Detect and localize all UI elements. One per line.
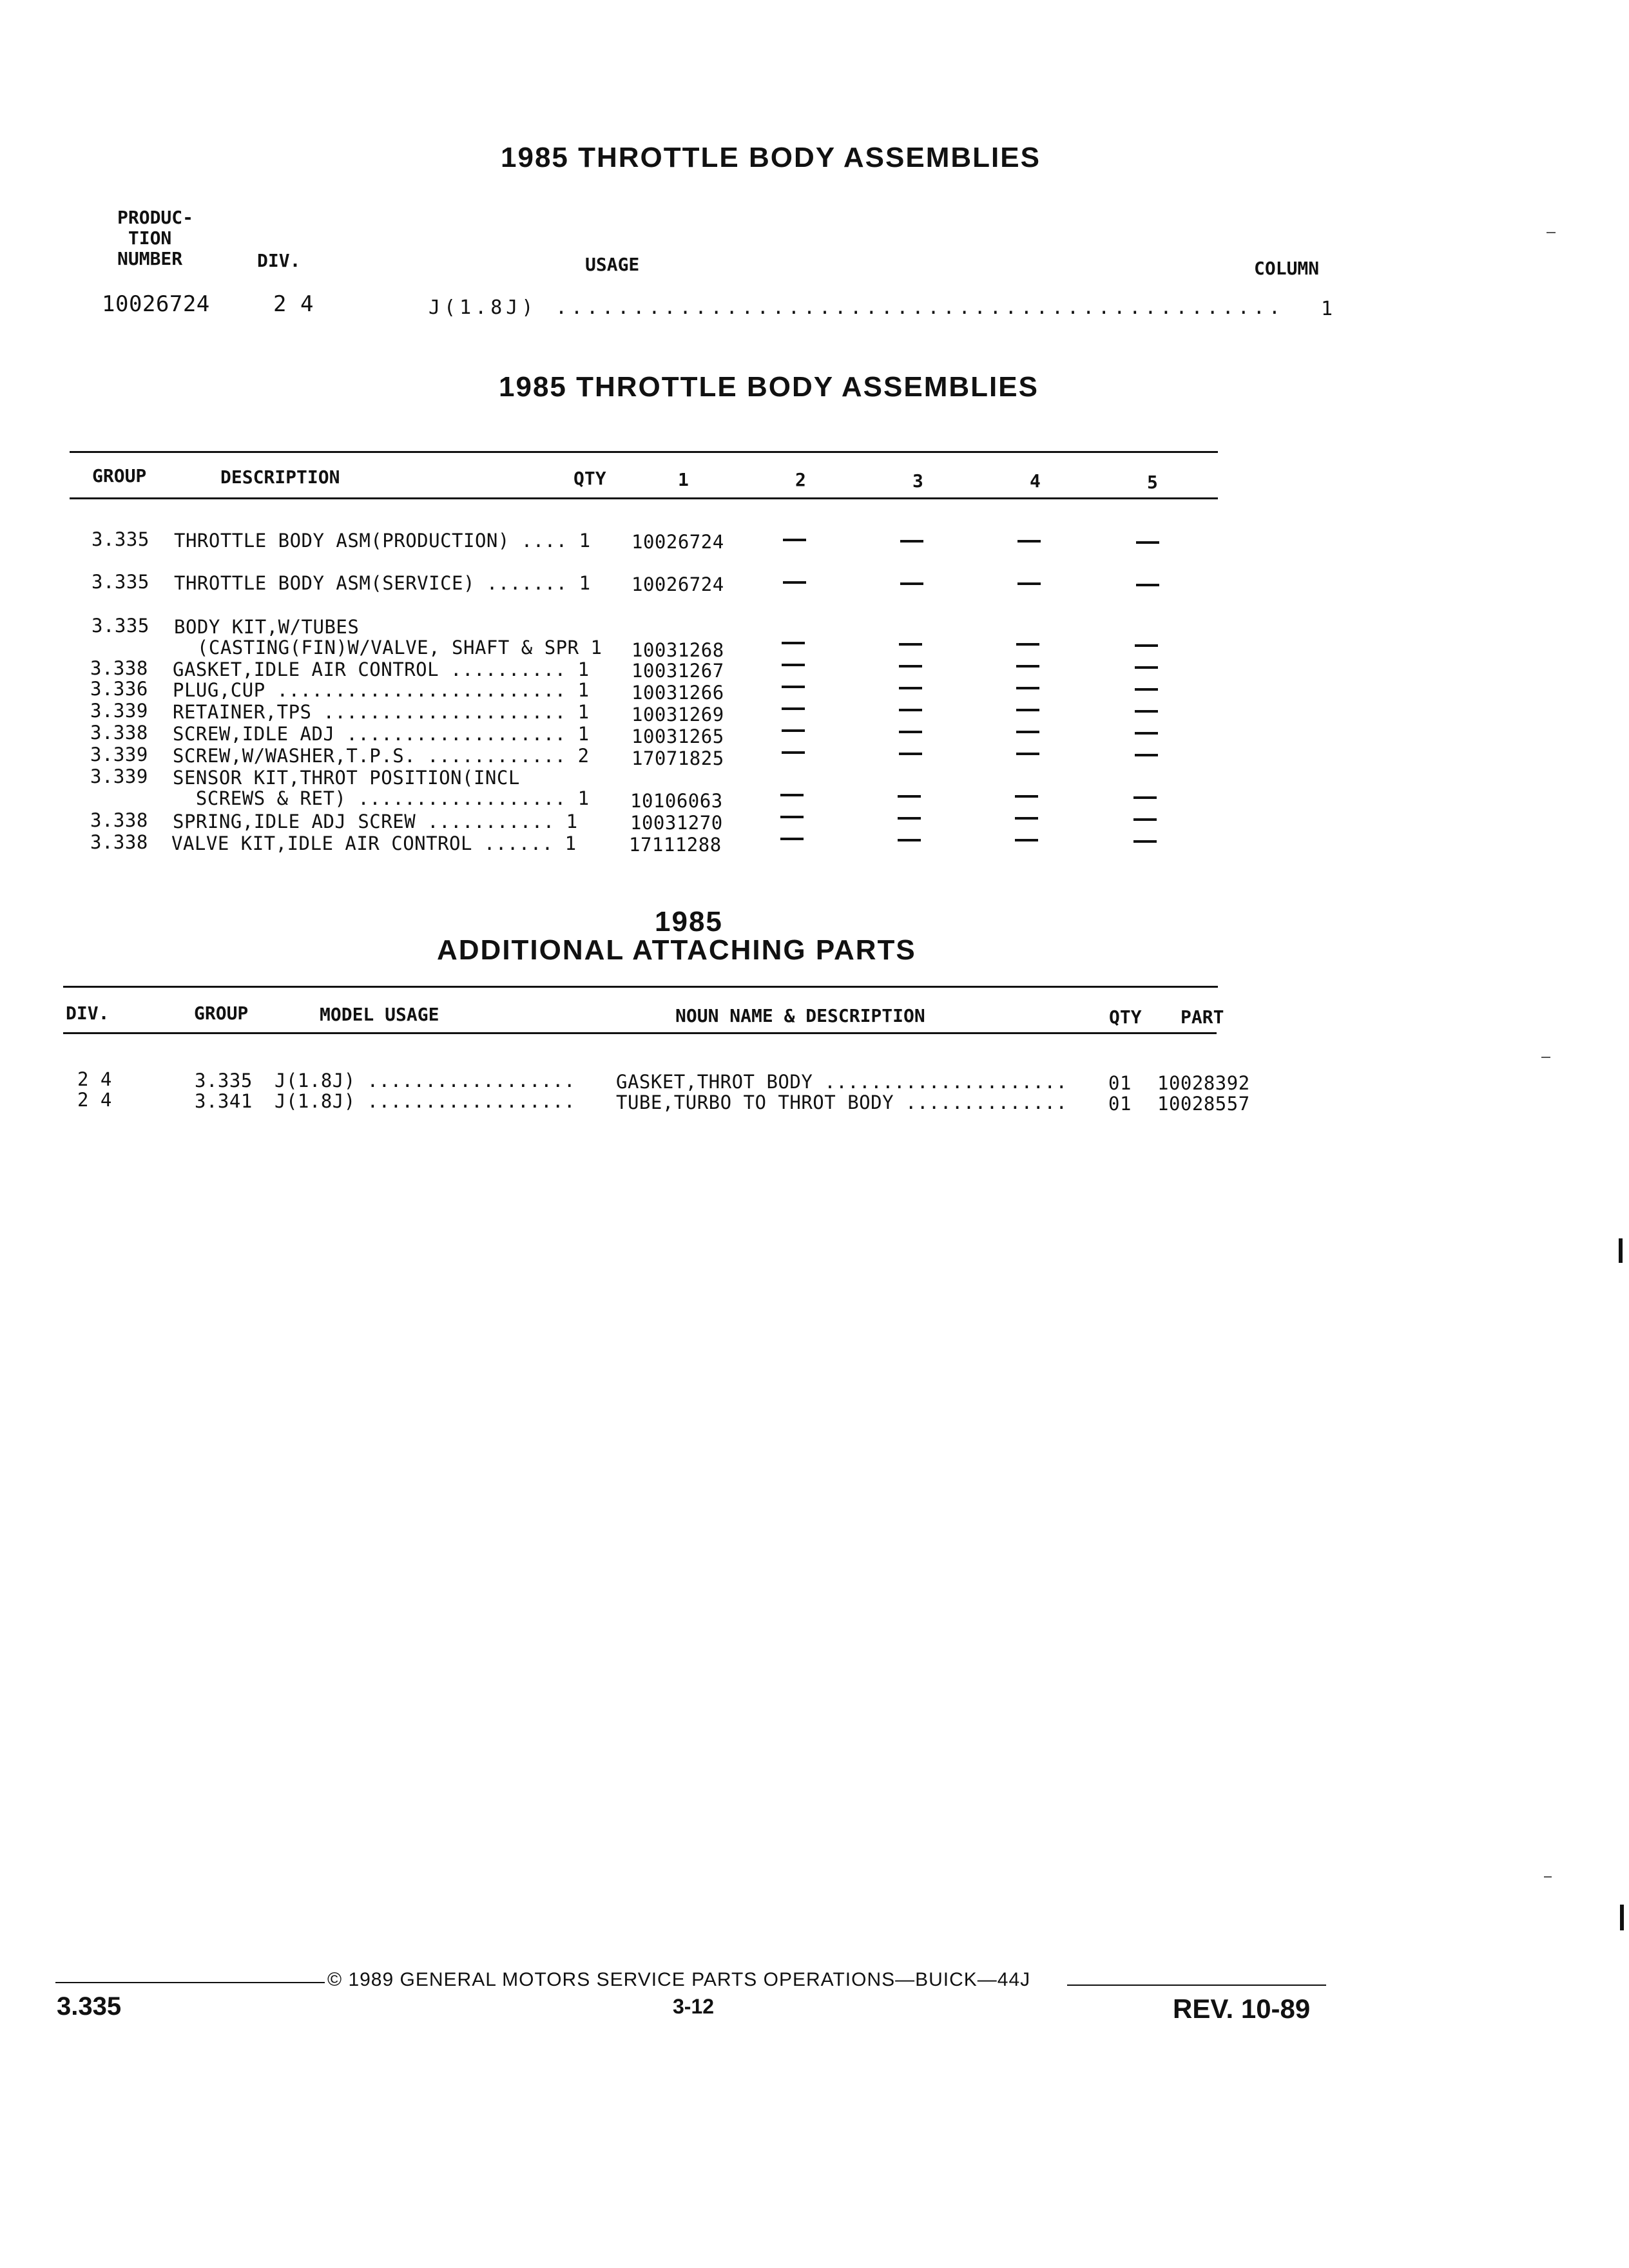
table-row-group: 3.335 [92,528,149,550]
table-row-description: GASKET,IDLE AIR CONTROL .......... 1 [173,658,590,680]
empty-cell-dash [1135,710,1158,713]
empty-cell-dash [782,664,805,666]
page-number: 3-12 [673,1995,715,2018]
empty-cell-dash [1016,731,1039,733]
attaching-header-rule [63,1032,1217,1034]
attaching-row-usage: J(1.8J) .................. [275,1090,575,1112]
empty-cell-dash [1017,582,1041,585]
empty-cell-dash [780,794,804,796]
footer-copyright: © 1989 GENERAL MOTORS SERVICE PARTS OPERATIONS—BUICK—44J [327,1969,1031,1990]
empty-cell-dash [780,816,804,818]
attaching-div-header: DIV. [66,1003,110,1024]
qty-header: QTY [574,468,606,489]
column-4-header: 4 [1030,470,1041,492]
div-header: DIV. [257,250,301,271]
empty-cell-dash [782,686,805,688]
production-number: 10026724 [102,291,210,317]
empty-cell-dash [898,817,921,820]
table-row-part: 10106063 [630,790,723,812]
empty-cell-dash [783,581,806,584]
group-header: GROUP [92,465,147,486]
empty-cell-dash [1135,732,1158,735]
attaching-row-usage: J(1.8J) .................. [275,1070,575,1091]
table-row-description: THROTTLE BODY ASM(PRODUCTION) .... 1 [174,530,591,552]
column-3-header: 3 [912,470,923,492]
empty-cell-dash [782,729,805,732]
empty-cell-dash [1135,666,1158,669]
empty-cell-dash [783,539,806,541]
attaching-row-div: 2 4 [77,1089,112,1111]
empty-cell-dash [1016,643,1039,646]
table-row-group: 3.335 [92,571,149,593]
part-header: PART [1181,1006,1224,1028]
table-row-part: 10031268 [631,639,724,661]
margin-mark [1544,1876,1552,1878]
table-row-group: 3.338 [90,722,148,744]
noun-description-header: NOUN NAME & DESCRIPTION [675,1005,925,1026]
empty-cell-dash [900,540,923,543]
table-row-group: 3.338 [90,657,148,679]
table-row-group: 3.339 [90,765,148,787]
empty-cell-dash [1136,584,1159,586]
attaching-row-group: 3.335 [195,1070,253,1091]
margin-mark [1547,232,1556,233]
empty-cell-dash [780,838,804,840]
table-row-description: SCREW,W/WASHER,T.P.S. ............ 2 [173,745,590,767]
attaching-row-group: 3.341 [195,1090,253,1112]
empty-cell-dash [899,643,922,646]
production-usage: J(1.8J) [429,296,537,319]
empty-cell-dash [1016,753,1039,755]
attaching-row-qty: 01 [1108,1072,1132,1094]
table-row-description: RETAINER,TPS ..................... 1 [173,701,590,723]
footer-revision: REV. 10-89 [1173,1994,1311,2024]
model-usage-header: MODEL USAGE [320,1004,439,1025]
table-row-group: 3.338 [90,831,148,853]
table-row-description: SCREWS & RET) .................. 1 [173,787,590,809]
table-row-part: 10026724 [631,531,724,553]
assemblies-title: 1985 THROTTLE BODY ASSEMBLIES [499,371,1039,403]
footer-section: 3.335 [57,1992,122,2021]
production-number-header: PRODUC- TION NUMBER [117,207,194,269]
attaching-row-div: 2 4 [77,1068,112,1090]
empty-cell-dash [1135,688,1158,691]
attaching-row-part: 10028557 [1157,1093,1250,1115]
footer-left-rule [55,1982,325,1983]
column-5-header: 5 [1147,472,1158,493]
empty-cell-dash [1136,541,1159,544]
description-header: DESCRIPTION [220,466,340,488]
table-row-group: 3.338 [90,809,148,831]
margin-mark [1619,1238,1623,1263]
empty-cell-dash [1015,817,1038,820]
attaching-row-part: 10028392 [1157,1072,1250,1094]
table-row-description: THROTTLE BODY ASM(SERVICE) ....... 1 [174,572,591,594]
empty-cell-dash [782,642,805,644]
empty-cell-dash [1133,840,1157,843]
empty-cell-dash [782,707,805,710]
empty-cell-dash [899,665,922,668]
table-row-part: 17111288 [629,834,722,856]
table-row-group: 3.335 [92,615,149,637]
column-1-header: 1 [678,469,689,490]
attaching-top-rule [63,986,1218,988]
empty-cell-dash [1135,754,1158,756]
table-row-description: PLUG,CUP ......................... 1 [173,679,590,701]
empty-cell-dash [899,731,922,733]
empty-cell-dash [899,753,922,755]
empty-cell-dash [1015,795,1038,798]
usage-header: USAGE [585,254,640,275]
table-row-part: 10031267 [631,660,724,682]
attaching-title: ADDITIONAL ATTACHING PARTS [437,934,916,966]
table-row-group: 3.339 [90,700,148,722]
empty-cell-dash [900,582,923,585]
table-row-group: 3.336 [90,678,148,700]
empty-cell-dash [1133,796,1157,799]
attaching-row-noun: TUBE,TURBO TO THROT BODY .............. [616,1091,1068,1113]
column-header: COLUMN [1254,258,1320,279]
empty-cell-dash [899,687,922,689]
empty-cell-dash [1016,665,1039,668]
attaching-group-header: GROUP [194,1003,249,1024]
production-dots: ............................................... [555,296,1284,319]
attaching-year: 1985 [655,906,723,937]
table-row-description: SCREW,IDLE ADJ ................... 1 [173,723,590,745]
table-row-description: SENSOR KIT,THROT POSITION(INCL [173,767,520,789]
production-column: 1 [1321,298,1333,320]
empty-cell-dash [898,839,921,841]
empty-cell-dash [898,795,921,798]
table-row-part: 10031270 [630,812,723,834]
table-row-part: 17071825 [631,747,724,769]
attaching-row-noun: GASKET,THROT BODY ..................... [616,1071,1068,1093]
empty-cell-dash [1016,709,1039,711]
empty-cell-dash [1016,687,1039,689]
footer-right-rule [1067,1984,1326,1986]
table-row-group: 3.339 [90,744,148,765]
attaching-qty-header: QTY [1109,1006,1142,1028]
assemblies-top-rule [70,451,1218,453]
column-2-header: 2 [795,469,806,490]
empty-cell-dash [1135,644,1158,647]
assemblies-header-rule [70,497,1218,499]
table-row-description: (CASTING(FIN)W/VALVE, SHAFT & SPR 1 [174,637,602,658]
production-title: 1985 THROTTLE BODY ASSEMBLIES [501,142,1041,173]
table-row-part: 10031265 [631,726,724,747]
empty-cell-dash [1017,540,1041,543]
empty-cell-dash [782,751,805,754]
table-row-description: BODY KIT,W/TUBES [174,616,360,638]
production-div: 2 4 [273,291,314,317]
empty-cell-dash [1015,839,1038,841]
table-row-description: SPRING,IDLE ADJ SCREW ........... 1 [173,811,578,832]
margin-mark [1620,1905,1624,1930]
table-row-part: 10026724 [631,573,724,595]
margin-mark [1541,1057,1550,1058]
table-row-part: 10031269 [631,704,724,726]
attaching-row-qty: 01 [1108,1093,1132,1115]
empty-cell-dash [1133,818,1157,821]
empty-cell-dash [899,709,922,711]
table-row-description: VALVE KIT,IDLE AIR CONTROL ...... 1 [171,832,577,854]
table-row-part: 10031266 [631,682,724,704]
